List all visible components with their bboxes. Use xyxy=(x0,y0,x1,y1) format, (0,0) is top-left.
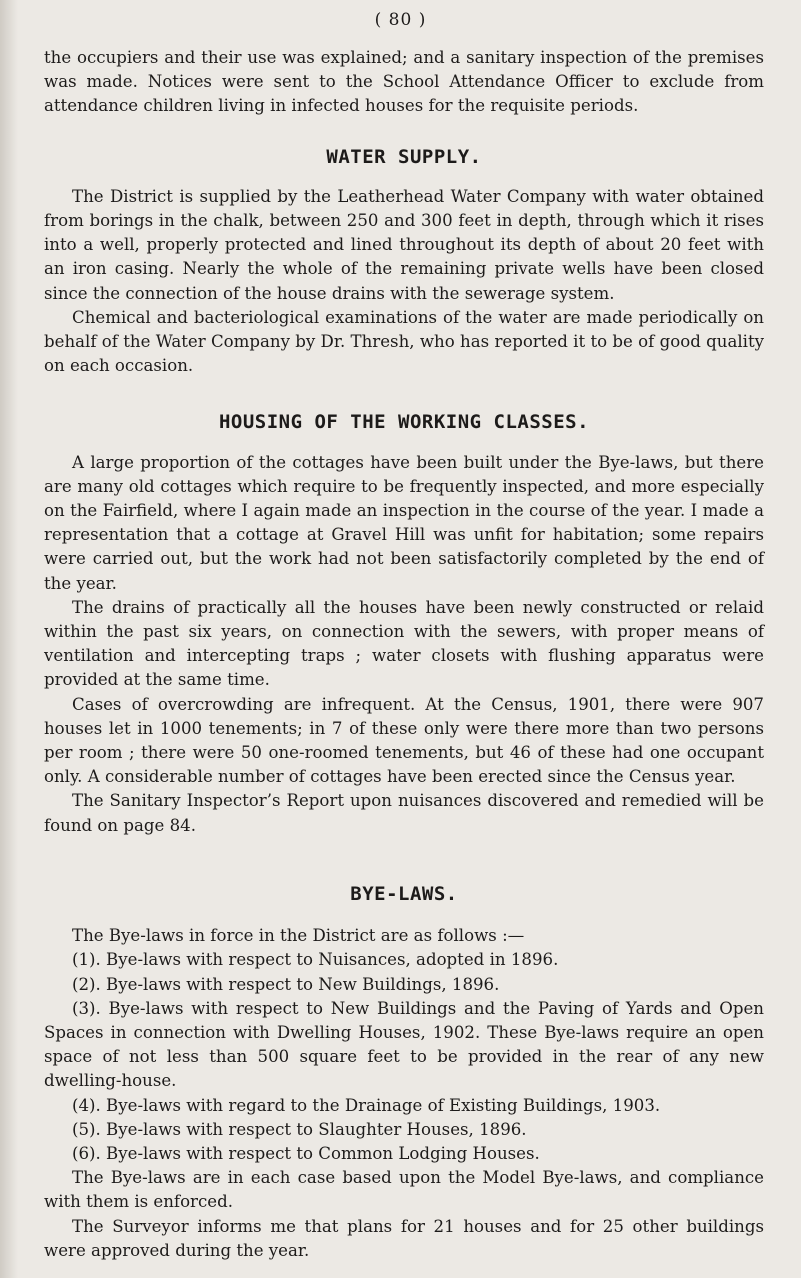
housing-paragraph: Cases of overcrowding are infrequent. At the Census, 1901, there were 907 houses let in 1000 tenements; in 7 of these only were there more than two persons per room ; there were 50 one-roomed tenements, but 46 of these had one occupant only. A considerable number of cottages have been erected since the Census year. xyxy=(44,694,764,787)
intro-paragraph: the occupiers and their use was explained; and a sanitary inspection of the premises was made. Notices were sent to the School Attendance Officer to exclude from attendance children living in infected houses for the requisite periods. xyxy=(44,48,764,116)
page-body xyxy=(44,46,764,1263)
bye-law-item: (4). Bye-laws with regard to the Drainage of Existing Buildings, 1903. xyxy=(72,1095,661,1115)
bye-law-item: (6). Bye-laws with respect to Common Lodging Houses. xyxy=(72,1143,540,1163)
bye-laws-heading: BYE-LAWS. xyxy=(350,882,458,905)
housing-paragraph: The Sanitary Inspector’s Report upon nuisances discovered and remedied will be found on page 84. xyxy=(44,791,764,835)
housing-paragraph: The drains of practically all the houses have been newly constructed or relaid within the past six years, on connection with the sewers, with proper means of ventilation and intercepting traps ; water closets with flushing apparatus were provided at the same time. xyxy=(44,597,764,690)
housing-heading: HOUSING OF THE WORKING CLASSES. xyxy=(218,411,590,434)
bye-law-item: (5). Bye-laws with respect to Slaughter Houses, 1896. xyxy=(72,1119,527,1139)
bye-laws-closing-paragraph: The Bye-laws are in each case based upon the Model Bye-laws, and compliance with them is enforced. xyxy=(44,1168,764,1212)
bye-law-item: (3). Bye-laws with respect to New Buildings and the Paving of Yards and Open Spaces in connection with Dwelling Houses, 1902. These Bye-laws require an open space of not less than 500 square feet to be provided in the rear of any new dwelling-house. xyxy=(44,998,764,1091)
housing-paragraph: A large proportion of the cottages have been built under the Bye-laws, but there are many old cottages which require to be frequently inspected, and more especially on the Fairfield, where I again made an inspection in the course of the year. I made a representation that a cottage at Gravel Hill was unfit for habitation; some repairs were carried out, but the work had not been satisfactorily completed by the end of the year. xyxy=(44,452,764,593)
water-supply-heading: WATER SUPPLY. xyxy=(326,145,482,168)
water-supply-paragraph: The District is supplied by the Leatherhead Water Company with water obtained from borings in the chalk, between 250 and 300 feet in depth, through which it rises into a well, properly protected and lined throughout its depth of about 20 feet with an iron casing. Nearly the whole of the remaining private wells have been closed since the connection of the house drains with the sewerage system. xyxy=(44,186,764,303)
page-edge-shadow xyxy=(0,0,18,1278)
bye-laws-intro: The Bye-laws in force in the District are as follows :— xyxy=(72,926,525,946)
bye-law-item: (2). Bye-laws with respect to New Buildings, 1896. xyxy=(72,974,500,994)
water-supply-paragraph: Chemical and bacteriological examinations of the water are made periodically on behalf of the Water Company by Dr. Thresh, who has reported it to be of good quality on each occasion. xyxy=(44,307,764,376)
bye-laws-closing-paragraph: The Surveyor informs me that plans for 21 houses and for 25 other buildings were approved during the year. xyxy=(44,1216,764,1260)
page-number: ( 80 ) xyxy=(374,10,427,30)
bye-law-item: (1). Bye-laws with respect to Nuisances, adopted in 1896. xyxy=(72,950,559,970)
